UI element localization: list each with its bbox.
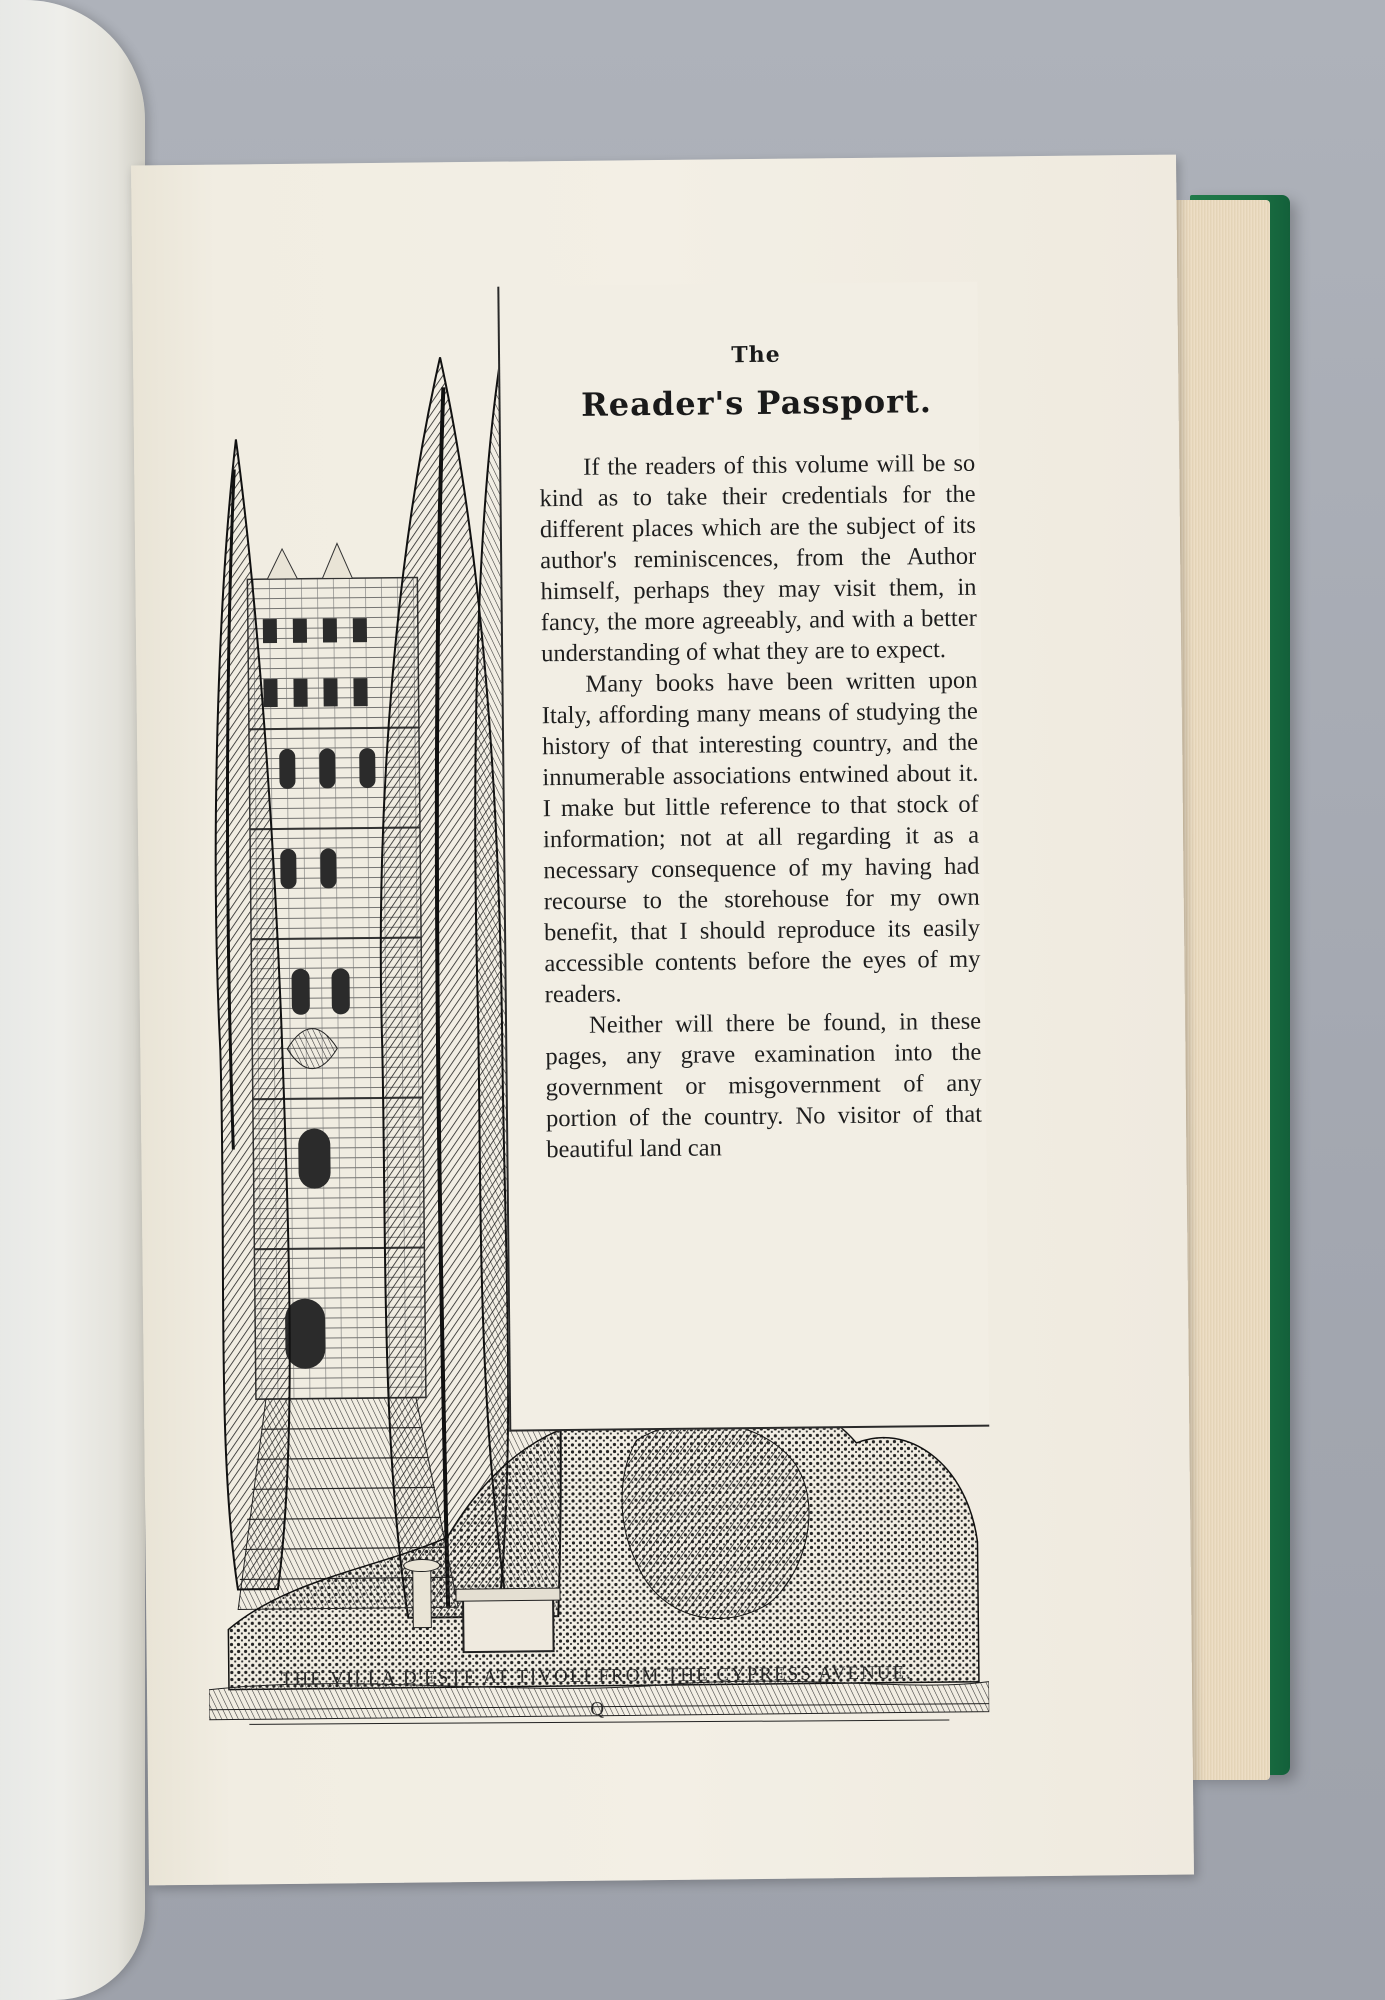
illustration-caption: THE VILLA D'ESTE AT TIVOLI FROM THE CYPRESS AVENUE.	[280, 1662, 913, 1691]
paragraph-3: Neither will there be found, in these pages, any grave examination into the government or misgovernment of any portion of the country. No visitor of that beautiful land can	[545, 1007, 983, 1164]
left-page	[0, 0, 145, 2000]
signature-mark: Q	[590, 1698, 605, 1720]
book-page	[131, 155, 1194, 1886]
text-panel	[497, 282, 989, 1432]
paragraph-2: Many books have been written upon Italy, affording many means of studying the history of that interesting country, and the innumerable associations entwined about it. I make but little reference to that stock of information; not at all regarding it as a necessary consequence of my having had recourse to the storehouse for my own benefit, that I should reproduce its easily accessible contents before the eyes of my readers.	[541, 666, 981, 1009]
paragraph-1: If the readers of this volume will be so kind as to take their credentials for the different places which are the subject of its author's reminiscences, from the Author himself, perhaps they may visit them, in fancy, the more agreeably, and with a better understanding of what they are to expect.	[539, 449, 977, 668]
heading-small: The	[731, 341, 781, 369]
heading-main: Reader's Passport.	[580, 382, 933, 424]
